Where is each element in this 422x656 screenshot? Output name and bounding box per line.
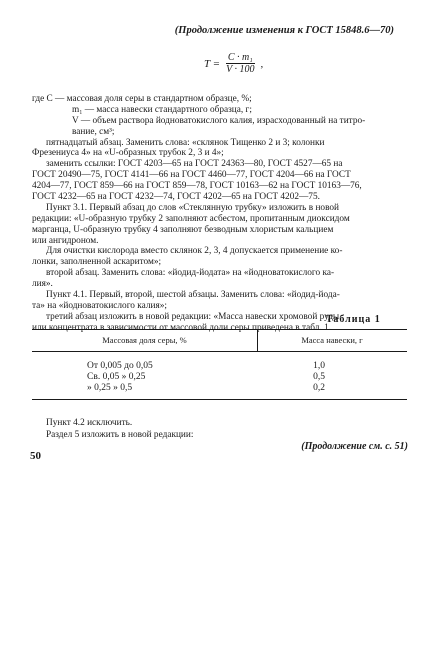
after-table-text: [32, 417, 400, 441]
text-line: Пункт 3.1. Первый абзац до слов «Стеклянную трубку» изложить в новой: [46, 202, 340, 213]
body-text: [32, 94, 400, 334]
text-line: Фрезениуса 4» на «U-образных трубок 2, 3 и 4»;: [32, 148, 224, 159]
table-cell-range: Св. 0,05 » 0,25: [87, 372, 146, 382]
paragraph-line: Раздел 5 изложить в новой редакции:: [46, 430, 194, 440]
paragraph-line: Пункт 4.2 исключить.: [46, 418, 133, 428]
table-bottom-rule: [32, 399, 407, 400]
text-line: или ангидроном.: [32, 235, 99, 246]
text-line: второй абзац. Заменить слова: «йодид-йодата» на «йодноватокислого ка-: [46, 268, 335, 279]
formula-lhs: T =: [204, 57, 221, 70]
table-cell-mass: 0,2: [313, 383, 325, 393]
page-header: (Продолжение изменения к ГОСТ 15848.6—70): [174, 25, 394, 36]
table-title: Таблица 1: [326, 314, 381, 325]
text-line: вание, см³;: [72, 126, 115, 137]
text-line: 4204—77, ГОСТ 859—66 на ГОСТ 859—78, ГОСТ 10163—62 на ГОСТ 10163—76,: [32, 181, 362, 192]
text-line: пятнадцатый абзац. Заменить слова: «склянок Тищенко 2 и 3; колонки: [46, 137, 325, 148]
text-line: где C — массовая доля серы в стандартном образце, %;: [32, 94, 252, 104]
table-cell-mass: 1,0: [313, 361, 325, 371]
table-cell-range: » 0,25 » 0,5: [87, 383, 133, 393]
text-line: Пункт 4.1. Первый, второй, шестой абзацы. Заменить слова: «йодид-йода-: [46, 290, 340, 301]
text-line: или концентрата в зависимости от массовой доли серы приведена в табл. 1.: [32, 322, 332, 333]
continuation-note: (Продолжение см. с. 51): [301, 441, 408, 452]
text-line: m₁ — масса навески стандартного образца, г;: [72, 104, 252, 115]
table-cell-mass: 0,5: [313, 372, 325, 382]
table-cell-range: От 0,005 до 0,05: [87, 361, 153, 371]
text-line: та» на «йодноватокислого калия»;: [32, 300, 167, 311]
formula-numerator: C · m₁: [227, 52, 253, 63]
text-line: редакции: «U-образную трубку 2 заполняют асбестом, пропитанным диоксидом: [32, 213, 350, 224]
table-header-sulfur: Массовая доля серы, %: [102, 335, 187, 345]
formula-denominator: V · 100: [226, 64, 255, 75]
text-line: лонки, заполненной аскаритом»;: [32, 257, 162, 268]
text-line: заменить ссылки: ГОСТ 4203—65 на ГОСТ 24363—80, ГОСТ 4527—65 на: [46, 159, 343, 170]
table-top-rule: [32, 329, 407, 330]
table-header-mass: Масса навески, г: [301, 335, 363, 345]
table-header-rule: [32, 351, 407, 352]
page-number: 50: [30, 450, 41, 462]
formula-trail: ,: [260, 57, 264, 70]
formula: [204, 52, 263, 75]
data-table: [32, 329, 407, 407]
text-line: марганца, U-образную трубку 4 заполняют безводным хлористым кальцием: [32, 224, 334, 235]
text-line: Для очистки кислорода вместо склянок 2, 3, 4 допускается применение ко-: [46, 246, 343, 257]
text-line: V — объем раствора йодноватокислого калия, израсходованный на титро-: [72, 115, 366, 126]
text-line: третий абзац изложить в новой редакции: «Масса навески хромовой руды: [46, 311, 340, 322]
text-line: ГОСТ 20490—75, ГОСТ 4141—66 на ГОСТ 4460—77, ГОСТ 4204—66 на ГОСТ: [32, 170, 351, 181]
text-line: ГОСТ 4232—65 на ГОСТ 4232—74, ГОСТ 4202—65 на ГОСТ 4202—75.: [32, 192, 320, 203]
formula-fraction: [224, 52, 256, 75]
text-line: лия».: [32, 279, 53, 290]
